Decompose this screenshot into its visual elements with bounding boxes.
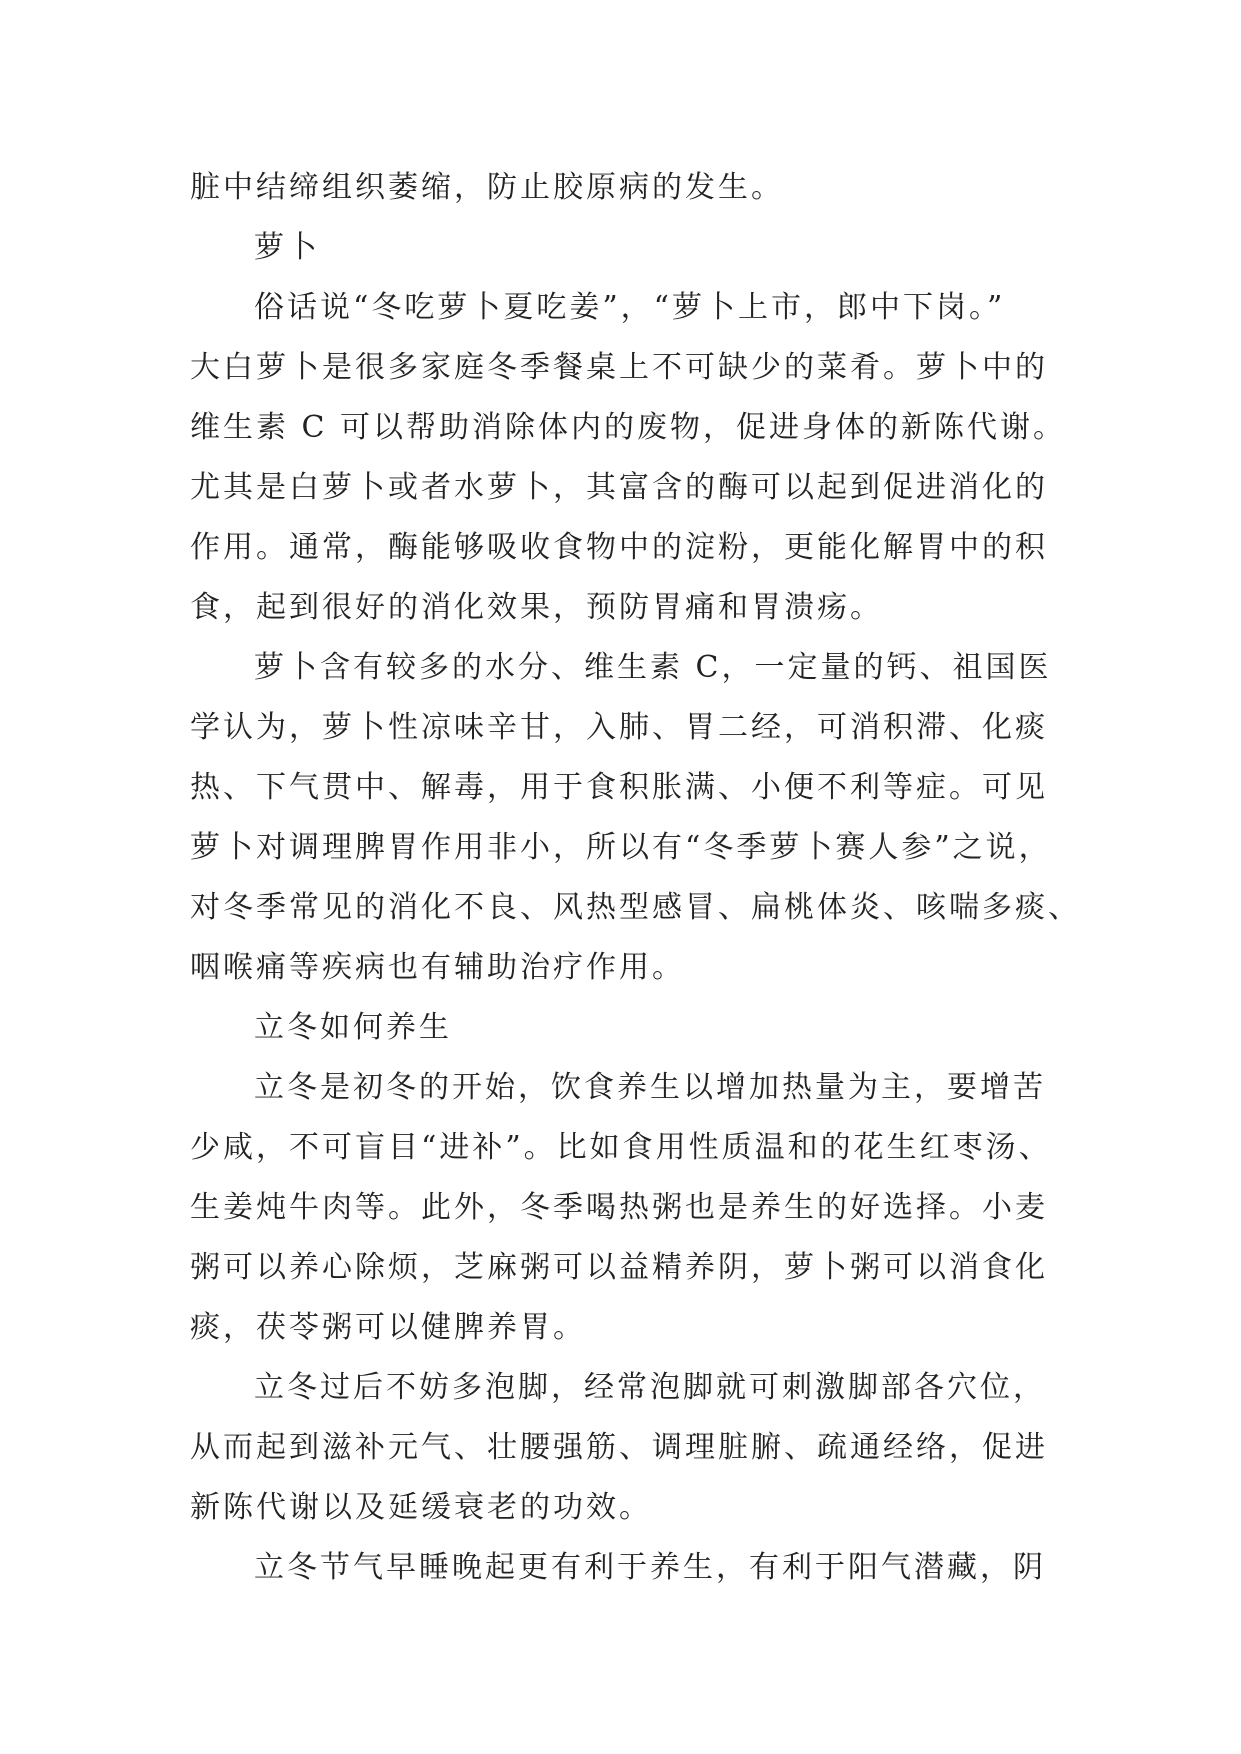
text-line: 立冬是初冬的开始，饮食养生以增加热量为主，要增苦 [254,1070,1046,1105]
text-line: 立冬节气早睡晚起更有利于养生，有利于阳气潜藏，阴 [254,1550,1046,1585]
text-line: 维生素 C 可以帮助消除体内的废物，促进身体的新陈代谢。 [190,410,1067,445]
text-line: 痰，茯苓粥可以健脾养胃。 [190,1310,586,1345]
text-line: 对冬季常见的消化不良、风热型感冒、扁桃体炎、咳喘多痰、 [190,890,1081,925]
text-line: 萝卜对调理脾胃作用非小，所以有“冬季萝卜赛人参”之说， [190,830,1052,865]
text-line: 萝卜含有较多的水分、维生素 C，一定量的钙、祖国医 [254,650,1052,685]
text-line: 尤其是白萝卜或者水萝卜，其富含的酶可以起到促进消化的 [190,470,1048,505]
section-heading-radish: 萝卜 [254,230,320,265]
text-line: 食，起到很好的消化效果，预防胃痛和胃溃疡。 [190,590,883,625]
text-line: 学认为，萝卜性凉味辛甘，入肺、胃二经，可消积滞、化痰 [190,710,1048,745]
text-line: 俗话说“冬吃萝卜夏吃姜”，“萝卜上市，郎中下岗。” [254,290,1006,325]
text-line: 少咸，不可盲目“进补”。比如食用性质温和的花生红枣汤、 [190,1130,1052,1165]
document-body [190,158,1081,1598]
text-line: 大白萝卜是很多家庭冬季餐桌上不可缺少的菜肴。萝卜中的 [190,350,1048,385]
text-line: 生姜炖牛肉等。此外，冬季喝热粥也是养生的好选择。小麦 [190,1190,1048,1225]
section-heading-winter-health: 立冬如何养生 [254,1010,452,1045]
text-line: 立冬过后不妨多泡脚，经常泡脚就可刺激脚部各穴位， [254,1370,1046,1405]
text-line: 咽喉痛等疾病也有辅助治疗作用。 [190,950,685,985]
text-line: 新陈代谢以及延缓衰老的功效。 [190,1490,652,1525]
text-line: 脏中结缔组织萎缩，防止胶原病的发生。 [190,170,784,205]
text-line: 作用。通常，酶能够吸收食物中的淀粉，更能化解胃中的积 [190,530,1048,565]
text-line: 粥可以养心除烦，芝麻粥可以益精养阴，萝卜粥可以消食化 [190,1250,1048,1285]
text-line: 从而起到滋补元气、壮腰强筋、调理脏腑、疏通经络，促进 [190,1430,1048,1465]
text-line: 热、下气贯中、解毒，用于食积胀满、小便不利等症。可见 [190,770,1048,805]
